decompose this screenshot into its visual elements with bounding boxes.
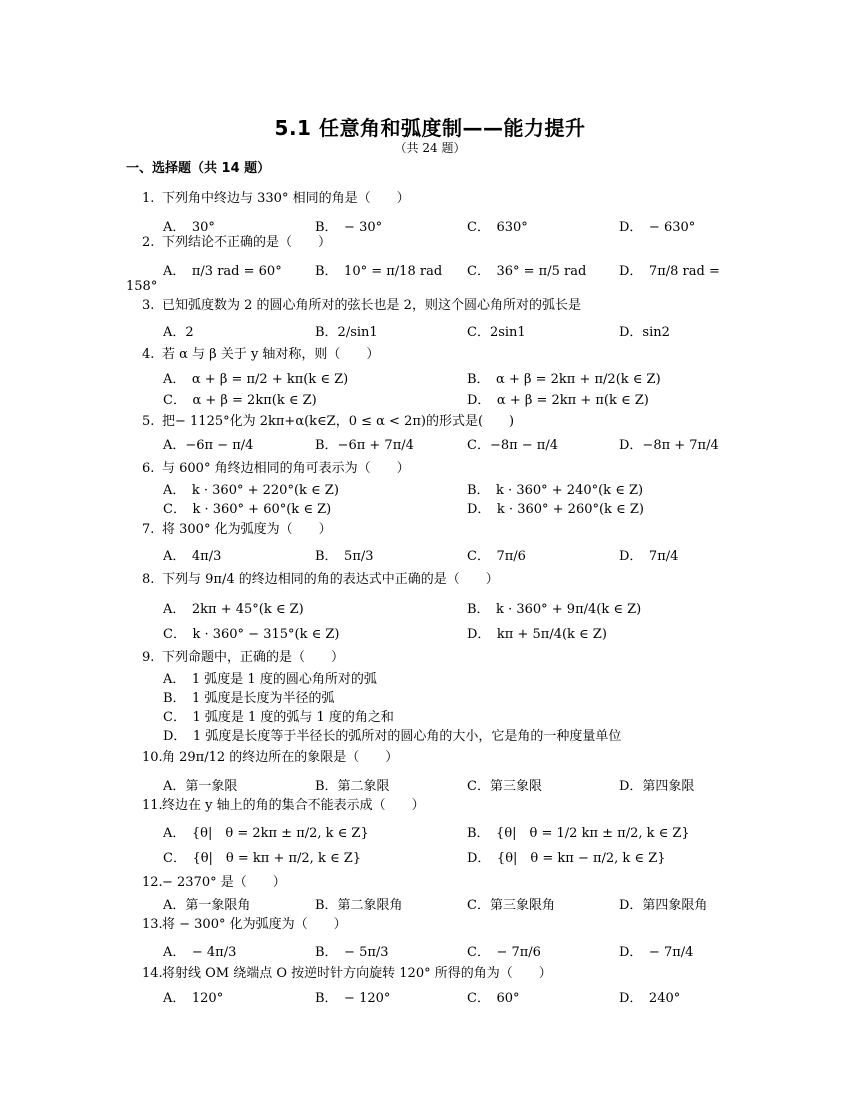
option-a: A．第一象限 bbox=[163, 779, 238, 794]
question-stem: 角 29π/12 的终边所在的象限是（ ） bbox=[162, 750, 399, 765]
option-b: B．第二象限角 bbox=[315, 898, 403, 913]
option-d: D．第四象限 bbox=[619, 779, 695, 794]
question-4 bbox=[142, 343, 379, 362]
option-c: C． − 7π/6 bbox=[467, 945, 541, 960]
option-d: D． − 630° bbox=[619, 220, 696, 235]
option-c: C． k · 360° + 60°(k ∈ Z) bbox=[163, 502, 332, 517]
question-stem: 将射线 OM 绕端点 O 按逆时针方向旋转 120° 所得的角为（ ） bbox=[162, 966, 552, 981]
option-d: D． 240° bbox=[619, 991, 681, 1006]
option-d: D． α + β = 2kπ + π(k ∈ Z) bbox=[467, 393, 649, 408]
option-b: B． 10° = π/18 rad bbox=[315, 264, 443, 279]
option-c: C． 60° bbox=[467, 991, 520, 1006]
option-a: A． 1 弧度是 1 度的圆心角所对的弧 bbox=[163, 672, 377, 687]
question-stem: 若 α 与 β 关于 y 轴对称，则（ ） bbox=[162, 347, 380, 362]
option-d: D．−8π + 7π/4 bbox=[619, 438, 719, 453]
option-c: C． {θ| θ = kπ + π/2, k ∈ Z} bbox=[163, 851, 362, 866]
option-c: C．第三象限角 bbox=[467, 898, 555, 913]
question-stem: 下列角中终边与 330° 相同的角是（ ） bbox=[162, 191, 410, 206]
option-d: D． 7π/8 rad = bbox=[619, 264, 720, 279]
option-b: B． − 5π/3 bbox=[315, 945, 389, 960]
option-d: D．第四象限角 bbox=[619, 898, 708, 913]
question-number: 5. bbox=[142, 414, 155, 429]
option-d: D． k · 360° + 260°(k ∈ Z) bbox=[467, 502, 644, 517]
option-d: D． 7π/4 bbox=[619, 549, 679, 564]
option-b: B． 1 弧度是长度为半径的弧 bbox=[163, 691, 335, 706]
question-stem: 将 − 300° 化为弧度为（ ） bbox=[162, 917, 347, 932]
question-number: 13. bbox=[142, 917, 163, 932]
question-11 bbox=[142, 794, 425, 813]
question-3 bbox=[142, 294, 581, 313]
question-stem: 下列命题中，正确的是（ ） bbox=[162, 650, 345, 665]
option-b: B． k · 360° + 240°(k ∈ Z) bbox=[467, 483, 644, 498]
question-10 bbox=[142, 746, 398, 765]
option-a: A．第一象限角 bbox=[163, 898, 251, 913]
option-a: A． 2kπ + 45°(k ∈ Z) bbox=[163, 602, 304, 617]
option-b: B． {θ| θ = 1/2 kπ ± π/2, k ∈ Z} bbox=[467, 826, 690, 841]
question-number: 3. bbox=[142, 298, 155, 313]
option-a: A．−6π − π/4 bbox=[163, 438, 254, 453]
option-b: B． − 30° bbox=[315, 220, 383, 235]
question-stem: − 2370° 是（ ） bbox=[162, 875, 286, 890]
question-8 bbox=[142, 568, 499, 587]
question-number: 11. bbox=[142, 798, 163, 813]
option-a: A． 120° bbox=[163, 991, 224, 1006]
question-number: 4. bbox=[142, 347, 155, 362]
option-d: D．sin2 bbox=[619, 325, 670, 340]
option-a: A． − 4π/3 bbox=[163, 945, 237, 960]
question-number: 10. bbox=[142, 750, 163, 765]
question-number: 12. bbox=[142, 875, 163, 890]
question-5 bbox=[142, 410, 514, 429]
option-a: A． {θ| θ = 2kπ ± π/2, k ∈ Z} bbox=[163, 826, 369, 841]
option-c: C． α + β = 2kπ(k ∈ Z) bbox=[163, 393, 317, 408]
section-heading: 一、选择题（共 14 题） bbox=[126, 161, 271, 176]
question-number: 9. bbox=[142, 650, 155, 665]
question-13 bbox=[142, 913, 347, 932]
option-c: C． 630° bbox=[467, 220, 528, 235]
option-c: C． k · 360° − 315°(k ∈ Z) bbox=[163, 627, 340, 642]
question-number: 1. bbox=[142, 191, 155, 206]
question-stem: 终边在 y 轴上的角的集合不能表示成（ ） bbox=[162, 798, 425, 813]
question-number: 14. bbox=[142, 966, 163, 981]
question-6 bbox=[142, 457, 410, 476]
question-stem: 将 300° 化为弧度为（ ） bbox=[162, 522, 332, 537]
option-a: A．2 bbox=[163, 325, 194, 340]
question-2 bbox=[142, 231, 331, 250]
option-c: C．2sin1 bbox=[467, 325, 526, 340]
question-1 bbox=[142, 187, 410, 206]
question-number: 6. bbox=[142, 461, 155, 476]
question-stem: 与 600° 角终边相同的角可表示为（ ） bbox=[162, 461, 410, 476]
option-b: B．−6π + 7π/4 bbox=[315, 438, 414, 453]
question-number: 2. bbox=[142, 235, 155, 250]
option-d: D． {θ| θ = kπ − π/2, k ∈ Z} bbox=[467, 851, 666, 866]
question-stem: 把− 1125°化为 2kπ+α(k∈Z，0 ≤ α < 2π)的形式是( ) bbox=[162, 414, 515, 429]
option-b: B． − 120° bbox=[315, 991, 391, 1006]
page-title: 5.1 任意角和弧度制——能力提升 bbox=[274, 116, 586, 140]
question-7 bbox=[142, 518, 332, 537]
option-b: B．第二象限 bbox=[315, 779, 390, 794]
option-wrap-text: 158° bbox=[126, 279, 158, 294]
option-b: B． 5π/3 bbox=[315, 549, 374, 564]
question-14 bbox=[142, 962, 552, 981]
option-b: B． k · 360° + 9π/4(k ∈ Z) bbox=[467, 602, 642, 617]
option-a: A． α + β = π/2 + kπ(k ∈ Z) bbox=[163, 372, 349, 387]
question-number: 7. bbox=[142, 522, 155, 537]
option-a: A． k · 360° + 220°(k ∈ Z) bbox=[163, 483, 339, 498]
option-a: A． 4π/3 bbox=[163, 549, 222, 564]
option-c: C．−8π − π/4 bbox=[467, 438, 559, 453]
question-count: （共 24 题） bbox=[394, 141, 466, 155]
question-stem: 下列与 9π/4 的终边相同的角的表达式中正确的是（ ） bbox=[162, 572, 499, 587]
question-9 bbox=[142, 646, 344, 665]
option-a: A． π/3 rad = 60° bbox=[163, 264, 282, 279]
option-a: A． 30° bbox=[163, 220, 215, 235]
option-c: C． 7π/6 bbox=[467, 549, 526, 564]
option-d: D． 1 弧度是长度等于半径长的弧所对的圆心角的大小，它是角的一种度量单位 bbox=[163, 729, 622, 744]
option-b: B．2/sin1 bbox=[315, 325, 378, 340]
option-c: C．第三象限 bbox=[467, 779, 542, 794]
question-stem: 下列结论不正确的是（ ） bbox=[162, 235, 332, 250]
option-c: C． 1 弧度是 1 度的弧与 1 度的角之和 bbox=[163, 710, 394, 725]
question-number: 8. bbox=[142, 572, 155, 587]
option-d: D． − 7π/4 bbox=[619, 945, 694, 960]
question-stem: 已知弧度数为 2 的圆心角所对的弦长也是 2，则这个圆心角所对的弧长是 bbox=[162, 298, 581, 313]
option-b: B． α + β = 2kπ + π/2(k ∈ Z) bbox=[467, 372, 661, 387]
option-c: C． 36° = π/5 rad bbox=[467, 264, 587, 279]
option-d: D． kπ + 5π/4(k ∈ Z) bbox=[467, 627, 607, 642]
question-12 bbox=[142, 871, 286, 890]
